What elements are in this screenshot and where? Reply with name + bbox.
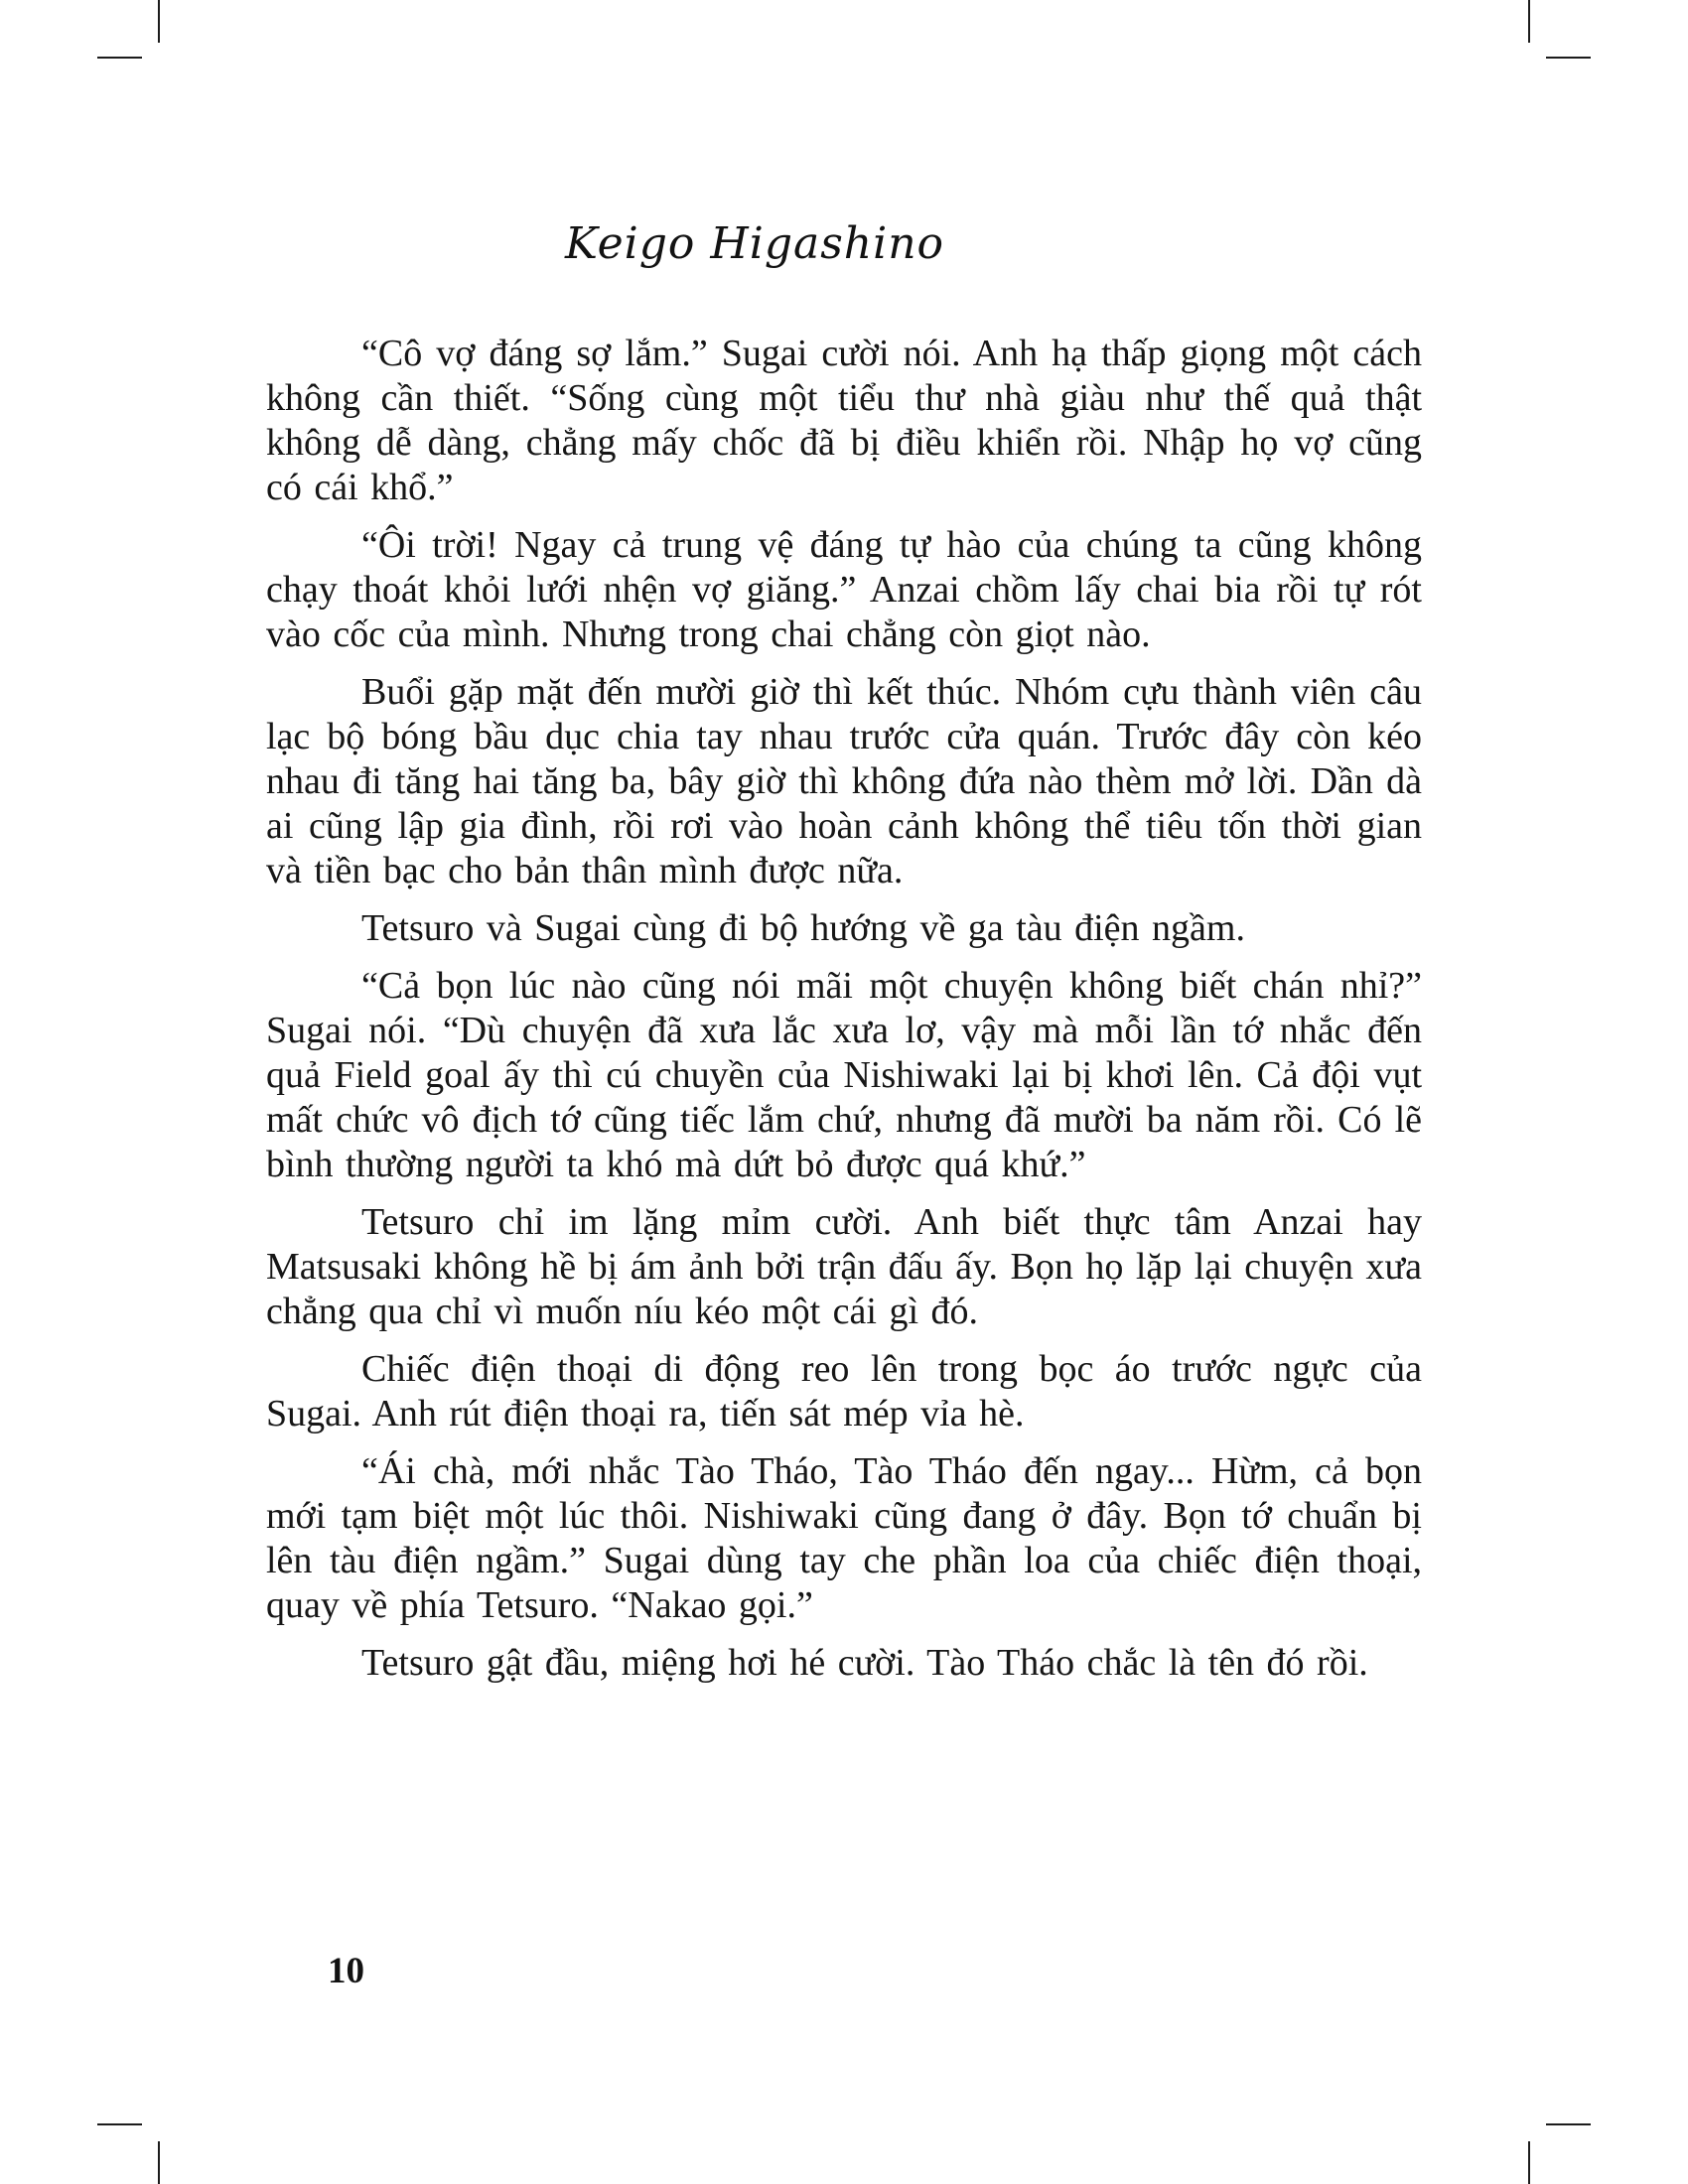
paragraph: Buổi gặp mặt đến mười giờ thì kết thúc. Nhóm cựu thành viên câu lạc bộ bóng bầu dục chia tay nhau trước cửa quán. Trước đây còn kéo nhau đi tăng hai tăng ba, bây giờ thì không đứa nào thèm mở lời. Dần dà ai cũng lập gia đình, rồi rơi vào hoàn cảnh không thể tiêu tốn thời gian và tiền bạc cho bản thân mình được nữa. bbox=[266, 671, 1422, 891]
crop-mark-bottom-left-vertical bbox=[158, 2141, 160, 2184]
paragraph: “Cô vợ đáng sợ lắm.” Sugai cười nói. Anh hạ thấp giọng một cách không cần thiết. “Sống cùng một tiểu thư nhà giàu như thế quả thật không dễ dàng, chẳng mấy chốc đã bị điều khiển rồi. Nhập họ vợ cũng có cái khổ.” bbox=[266, 333, 1422, 508]
paragraph: “Ôi trời! Ngay cả trung vệ đáng tự hào của chúng ta cũng không chạy thoát khỏi lưới nhện vợ giăng.” Anzai chồm lấy chai bia rồi tự rót vào cốc của mình. Nhưng trong chai chẳng còn giọt nào. bbox=[266, 524, 1422, 655]
paragraph: “Ái chà, mới nhắc Tào Tháo, Tào Tháo đến ngay... Hừm, cả bọn mới tạm biệt một lúc thôi. Nishiwaki cũng đang ở đây. Bọn tớ chuẩn bị lên tàu điện ngầm.” Sugai dùng tay che phần loa của chiếc điện thoại, quay về phía Tetsuro. “Nakao gọi.” bbox=[266, 1450, 1422, 1626]
crop-mark-top-right-horizontal bbox=[1546, 57, 1591, 59]
crop-mark-top-right-vertical bbox=[1528, 0, 1530, 43]
crop-mark-top-left-vertical bbox=[158, 0, 160, 43]
paragraph: Tetsuro và Sugai cùng đi bộ hướng về ga tàu điện ngầm. bbox=[361, 907, 1245, 949]
paragraph: Tetsuro chỉ im lặng mỉm cười. Anh biết thực tâm Anzai hay Matsusaki không hề bị ám ảnh bởi trận đấu ấy. Bọn họ lặp lại chuyện xưa chẳng qua chỉ vì muốn níu kéo một cái gì đó. bbox=[266, 1201, 1422, 1332]
crop-mark-bottom-left-horizontal bbox=[97, 2123, 142, 2125]
crop-mark-top-left-horizontal bbox=[97, 57, 142, 59]
paragraph: Chiếc điện thoại di động reo lên trong bọc áo trước ngực của Sugai. Anh rút điện thoại ra, tiến sát mép vỉa hè. bbox=[266, 1348, 1422, 1434]
paragraph: Tetsuro gật đầu, miệng hơi hé cười. Tào Tháo chắc là tên đó rồi. bbox=[361, 1642, 1368, 1684]
running-head-author: Keigo Higashino bbox=[564, 218, 945, 269]
crop-mark-bottom-right-horizontal bbox=[1546, 2123, 1591, 2125]
page-number: 10 bbox=[328, 1951, 364, 1991]
crop-mark-bottom-right-vertical bbox=[1528, 2141, 1530, 2184]
paragraph: “Cả bọn lúc nào cũng nói mãi một chuyện không biết chán nhỉ?” Sugai nói. “Dù chuyện đã xưa lắc xưa lơ, vậy mà mỗi lần tớ nhắc đến quả Field goal ấy thì cú chuyền của Nishiwaki lại bị khơi lên. Cả đội vụt mất chức vô địch tớ cũng tiếc lắm chứ, nhưng đã mười ba năm rồi. Có lẽ bình thường người ta khó mà dứt bỏ được quá khứ.” bbox=[266, 965, 1422, 1185]
page-text-block bbox=[266, 332, 1422, 1699]
